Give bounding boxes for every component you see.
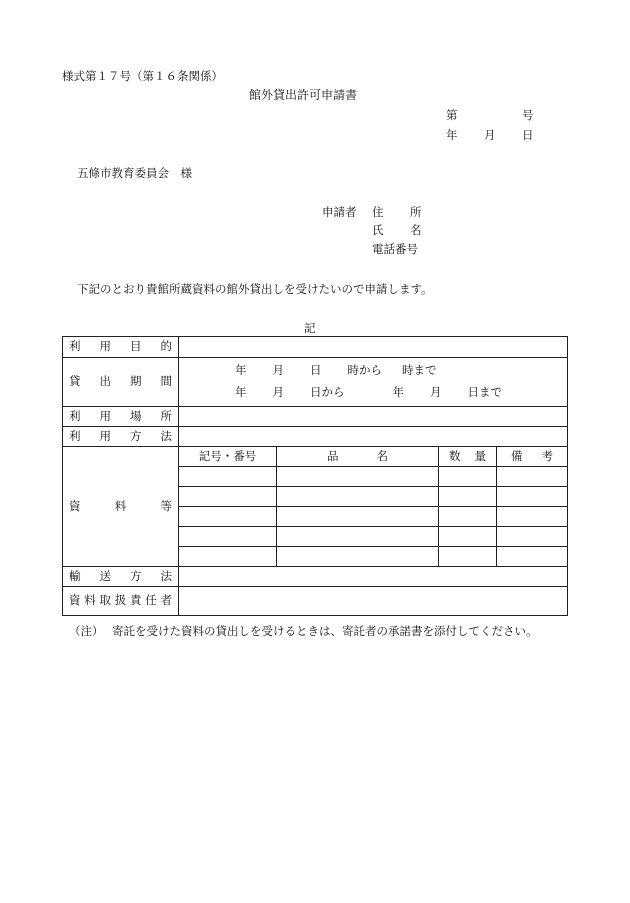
date-year: 年 xyxy=(446,128,458,142)
date-month: 月 xyxy=(484,128,496,142)
doc-number-prefix: 第 xyxy=(446,108,458,122)
row-transport xyxy=(63,567,568,587)
material-item-cell[interactable] xyxy=(277,527,439,547)
material-qty-cell[interactable] xyxy=(439,467,497,487)
name-label-2: 名 xyxy=(410,223,422,237)
doc-number-suffix: 号 xyxy=(522,108,534,122)
note-label: （注） xyxy=(69,624,104,638)
row-method xyxy=(63,427,568,447)
address-label-1: 住 xyxy=(372,205,384,219)
applicant-label: 申請者 xyxy=(322,205,357,219)
material-code-cell[interactable] xyxy=(179,487,277,507)
note-text: 寄託を受けた資料の貸出しを受けるときは、寄託者の承諾書を添付してください。 xyxy=(112,624,538,638)
form-number: 様式第１７号（第１６条関係） xyxy=(62,69,223,83)
row-period xyxy=(63,358,568,407)
materials-header-code: 記号・番号 xyxy=(179,447,277,467)
method-value[interactable] xyxy=(179,427,568,447)
material-item-cell[interactable] xyxy=(277,507,439,527)
phone-label: 電話番号 xyxy=(372,242,418,256)
address-label-2: 所 xyxy=(410,205,422,219)
place-label: 利 用 場 所 xyxy=(63,407,179,427)
row-manager xyxy=(63,587,568,616)
addressee: 五條市教育委員会 様 xyxy=(77,166,192,180)
material-qty-cell[interactable] xyxy=(439,507,497,527)
purpose-label: 利 用 目 的 xyxy=(63,337,179,358)
name-label-1: 氏 xyxy=(372,223,384,237)
material-code-cell[interactable] xyxy=(179,547,277,567)
manager-value[interactable] xyxy=(179,587,568,616)
material-code-cell[interactable] xyxy=(179,527,277,547)
period-value[interactable] xyxy=(179,358,568,407)
period-line-2: 年 月 日から 年 月 日まで xyxy=(235,385,502,400)
manager-label: 資 料 取 扱 責 任 者 xyxy=(63,587,179,616)
method-label: 利 用 方 法 xyxy=(63,427,179,447)
ki-heading: 記 xyxy=(304,321,316,335)
material-note-cell[interactable] xyxy=(497,487,568,507)
materials-header-note: 備 考 xyxy=(497,447,568,467)
date-day: 日 xyxy=(522,128,534,142)
materials-header-qty: 数 量 xyxy=(439,447,497,467)
row-place xyxy=(63,407,568,427)
transport-label: 輸 送 方 法 xyxy=(63,567,179,587)
transport-value[interactable] xyxy=(179,567,568,587)
material-qty-cell[interactable] xyxy=(439,547,497,567)
material-item-cell[interactable] xyxy=(277,467,439,487)
intro-text: 下記のとおり貴館所蔵資料の館外貸出しを受けたいので申請します。 xyxy=(77,282,433,296)
row-purpose xyxy=(63,337,568,358)
row-materials-header xyxy=(63,447,568,467)
material-qty-cell[interactable] xyxy=(439,527,497,547)
materials-header-item: 品 名 xyxy=(277,447,439,467)
purpose-value[interactable] xyxy=(179,337,568,358)
material-note-cell[interactable] xyxy=(497,527,568,547)
material-item-cell[interactable] xyxy=(277,547,439,567)
material-code-cell[interactable] xyxy=(179,467,277,487)
document-title: 館外貸出許可申請書 xyxy=(249,88,358,102)
material-note-cell[interactable] xyxy=(497,467,568,487)
materials-label: 資 料 等 xyxy=(63,447,179,567)
application-table xyxy=(62,336,568,616)
material-qty-cell[interactable] xyxy=(439,487,497,507)
material-note-cell[interactable] xyxy=(497,547,568,567)
place-value[interactable] xyxy=(179,407,568,427)
material-code-cell[interactable] xyxy=(179,507,277,527)
period-label: 貸 出 期 間 xyxy=(63,358,179,407)
period-line-1: 年 月 日 時から 時まで xyxy=(235,363,437,378)
material-note-cell[interactable] xyxy=(497,507,568,527)
material-item-cell[interactable] xyxy=(277,487,439,507)
